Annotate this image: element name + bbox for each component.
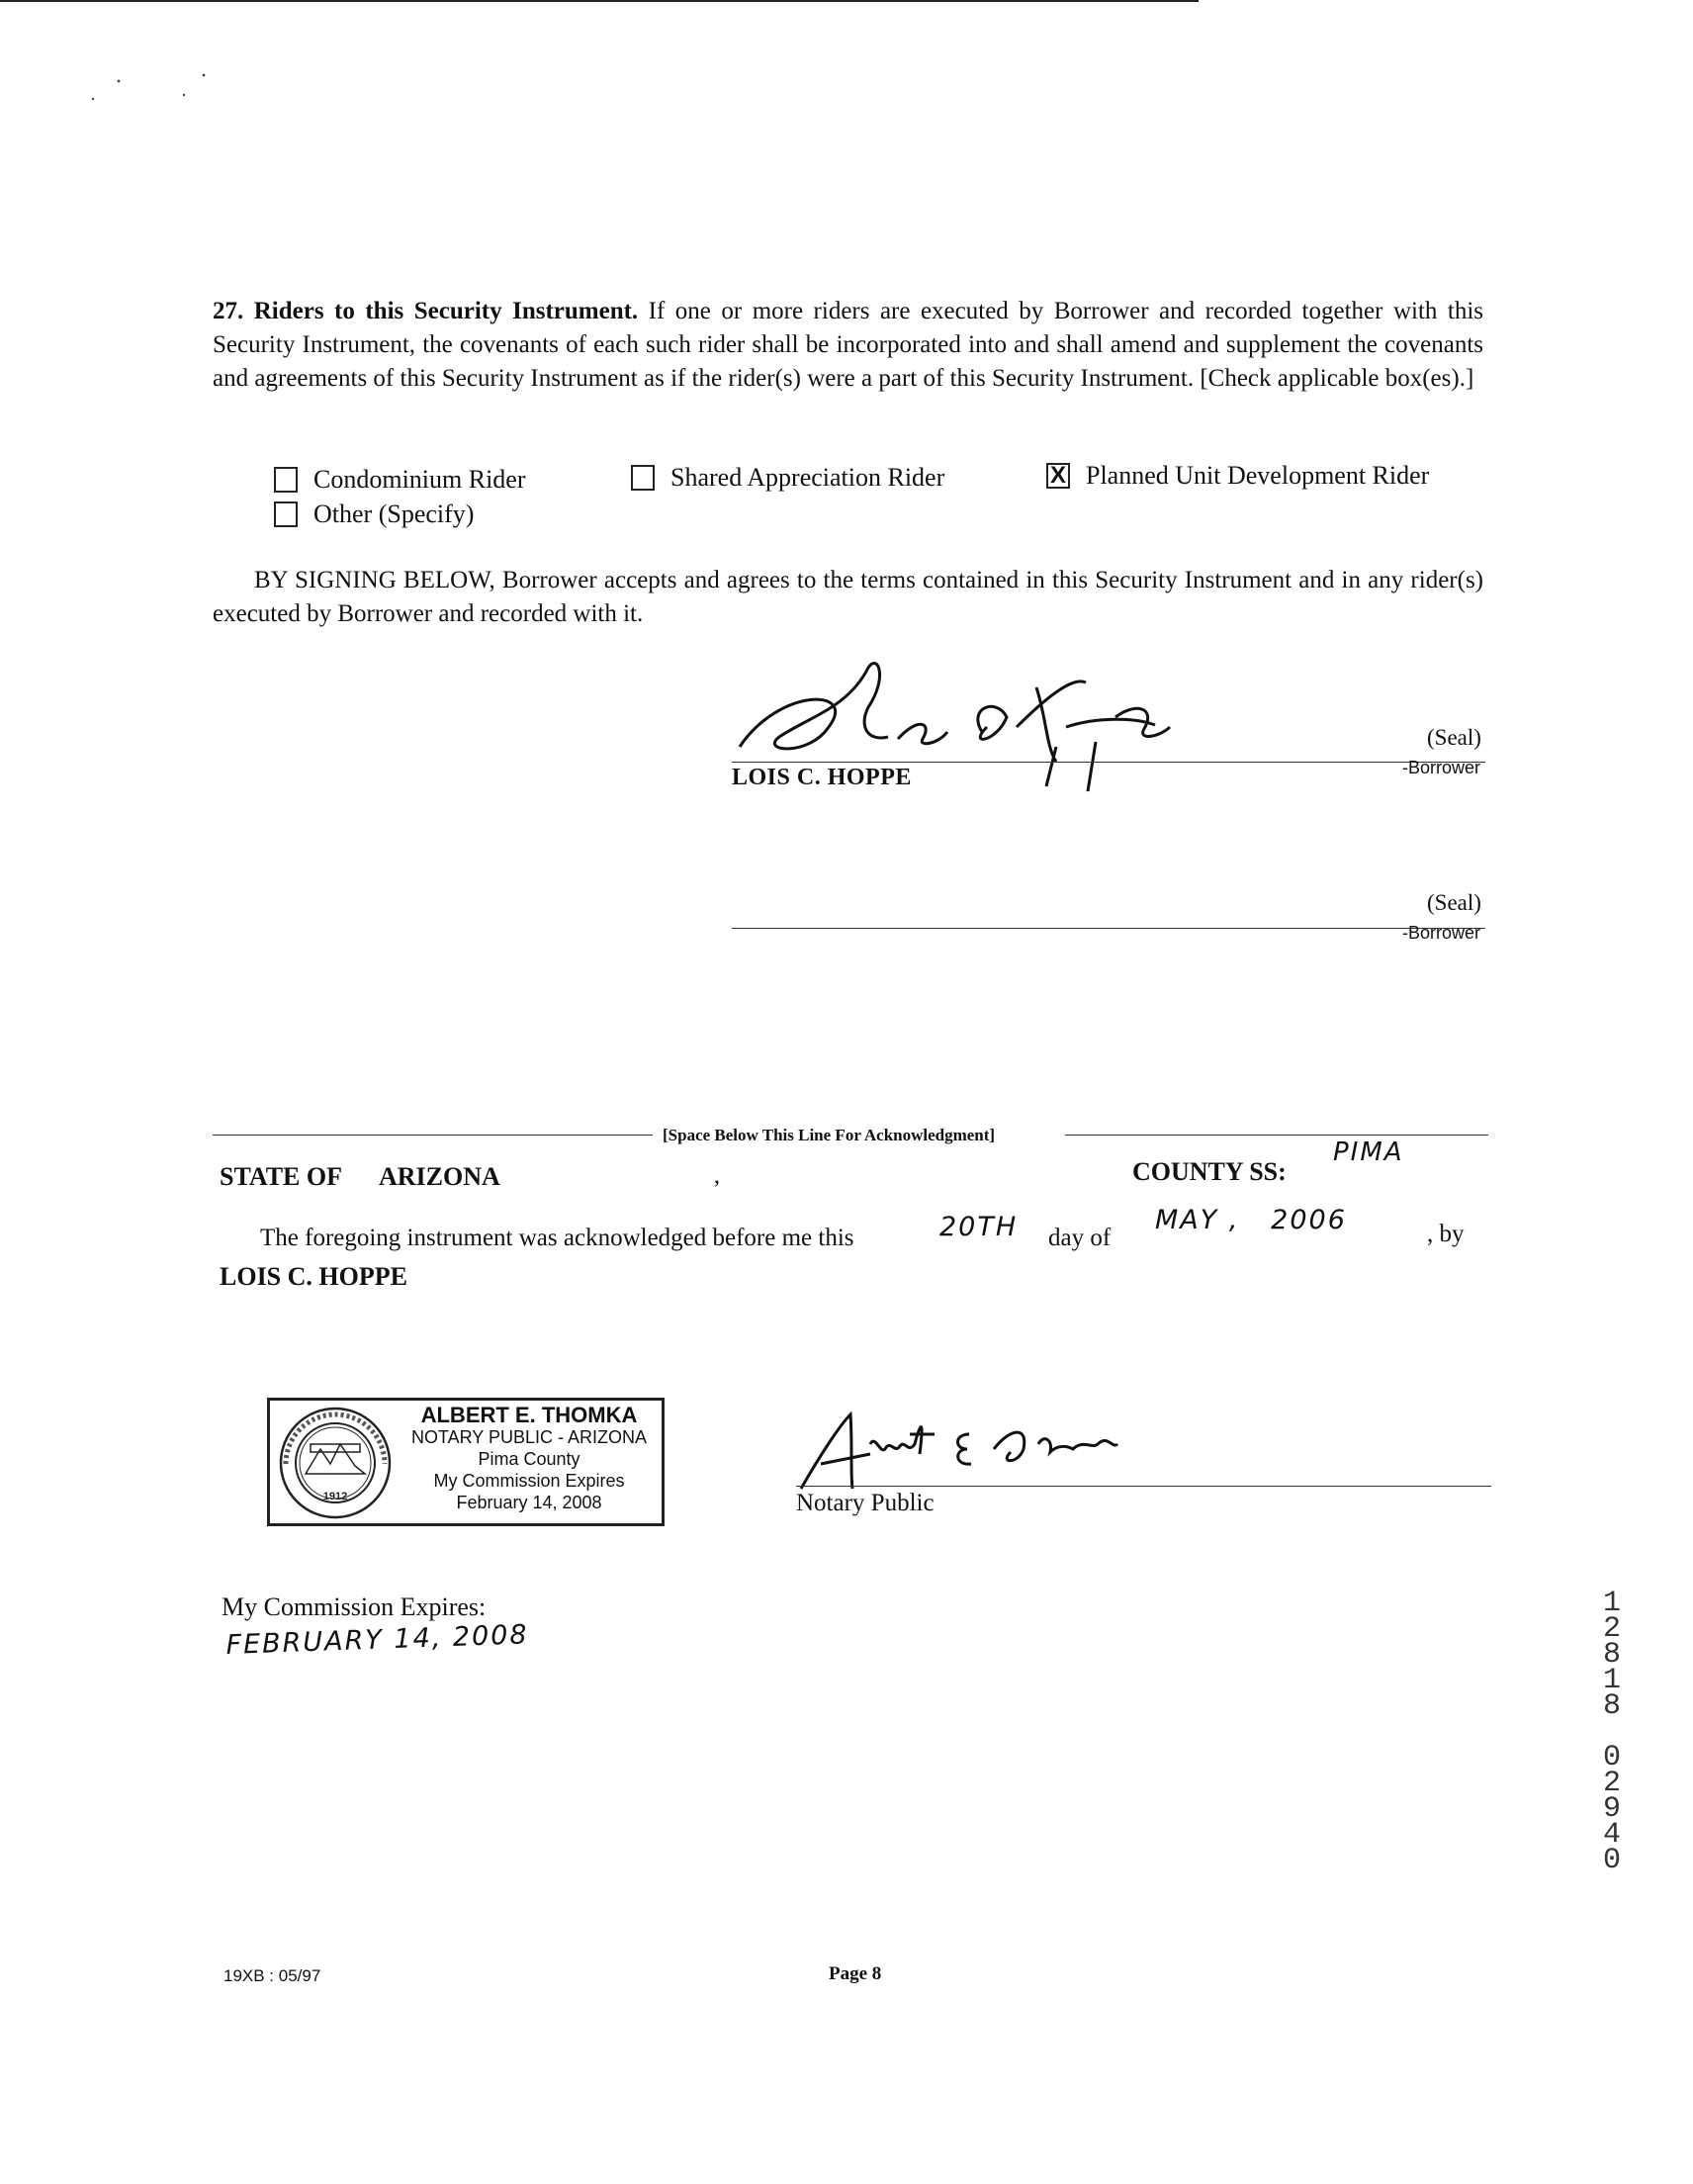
notary-signature-image	[791, 1395, 1216, 1503]
recording-digit: 0	[1602, 1741, 1621, 1774]
riders-heading: 27. Riders to this Security Instrument.	[213, 298, 639, 324]
seal-label: (Seal)	[1427, 725, 1481, 750]
recording-digit: 2	[1602, 1612, 1621, 1646]
checkbox-label: Other (Specify)	[313, 500, 475, 528]
stamp-text-block	[395, 1405, 664, 1513]
checkbox-box[interactable]	[274, 467, 298, 493]
form-code: 19XB : 05/97	[223, 1966, 321, 1985]
notary-county: Pima County	[478, 1449, 580, 1469]
day-handwritten: 20TH	[939, 1212, 1019, 1242]
other-specify-rider-checkbox[interactable]	[274, 500, 474, 529]
recording-digit: 9	[1602, 1792, 1621, 1826]
recording-digit: 2	[1602, 1767, 1621, 1800]
seal-label: (Seal)	[1427, 890, 1481, 915]
riders-paragraph	[213, 295, 1483, 396]
recording-digit: 8	[1602, 1689, 1621, 1723]
checkbox-box[interactable]	[274, 501, 298, 527]
state-comma: ,	[714, 1163, 720, 1189]
state-value: ARIZONA	[379, 1162, 500, 1191]
notary-commission-date: February 14, 2008	[456, 1493, 602, 1512]
notary-stamp	[267, 1398, 665, 1526]
recording-number	[1592, 1587, 1632, 1877]
acknowledgment-sentence: The foregoing instrument was acknowledged before me this	[260, 1225, 854, 1251]
state-label: STATE OF	[220, 1162, 343, 1191]
borrower-role-label: -Borrower	[1402, 923, 1481, 943]
checkbox-label: Planned Unit Development Rider	[1086, 461, 1430, 490]
recording-digit: 1	[1602, 1664, 1621, 1697]
state-seal-icon	[276, 1405, 395, 1521]
acknowledgment-divider	[213, 1126, 1488, 1145]
acknowledged-signer: LOIS C. HOPPE	[220, 1262, 407, 1291]
signing-statement: BY SIGNING BELOW, Borrower accepts and agrees to the terms contained in this Security Instrument and in any rider(s) executed by Borrower and recorded with it.	[213, 567, 1483, 627]
borrower-role-label: -Borrower	[1402, 758, 1481, 777]
month-year-handwritten: MAY , 2006	[1155, 1205, 1347, 1235]
by-label: , by	[1427, 1221, 1465, 1247]
riders-text: If one or more riders are executed by Borrower and recorded together with this Security Instrument, the covenants of each such rider shall be incorporated into and shall amend and supplement the covenants and agreements of this Security Instrument as if the rider(s) were a part of this Security Instrument. [Check applicable box(es).]	[213, 298, 1483, 392]
page-number: Page 8	[829, 1963, 882, 1984]
county-handwritten: PIMA	[1333, 1138, 1404, 1167]
recording-digit: 0	[1602, 1844, 1621, 1877]
day-of-label: day of	[1048, 1225, 1112, 1251]
recording-digit: 8	[1602, 1638, 1621, 1672]
notary-public-label: Notary Public	[796, 1490, 935, 1516]
notary-signature-line	[796, 1486, 1491, 1487]
borrower-signature-line	[732, 762, 1485, 763]
checkbox-label: Condominium Rider	[313, 465, 526, 494]
shared-appreciation-rider-checkbox[interactable]	[631, 463, 944, 493]
recording-digit: 4	[1602, 1818, 1621, 1852]
scan-specks	[87, 69, 225, 109]
second-borrower-signature-line	[732, 928, 1485, 929]
notary-commission-label: My Commission Expires	[433, 1471, 625, 1491]
county-label: COUNTY SS:	[1132, 1157, 1287, 1186]
commission-expires-label: My Commission Expires:	[222, 1592, 487, 1621]
planned-unit-development-rider-checkbox[interactable]	[1046, 461, 1429, 491]
top-border-line	[0, 0, 1199, 2]
seal-year: 1912	[322, 1491, 348, 1502]
checkbox-box[interactable]	[631, 465, 655, 491]
recording-digit: 1	[1602, 1587, 1621, 1620]
borrower-printed-name: LOIS C. HOPPE	[732, 765, 912, 790]
notary-name: ALBERT E. THOMKA	[420, 1403, 638, 1427]
checkbox-label: Shared Appreciation Rider	[670, 463, 945, 492]
acknowledgment-divider-label: [Space Below This Line For Acknowledgment]	[663, 1126, 996, 1144]
notary-title: NOTARY PUBLIC - ARIZONA	[410, 1427, 648, 1447]
commission-expires-handwritten: FEBRUARY 14, 2008	[225, 1619, 530, 1661]
checkbox-box[interactable]: X	[1046, 463, 1070, 489]
condominium-rider-checkbox[interactable]	[274, 465, 526, 495]
